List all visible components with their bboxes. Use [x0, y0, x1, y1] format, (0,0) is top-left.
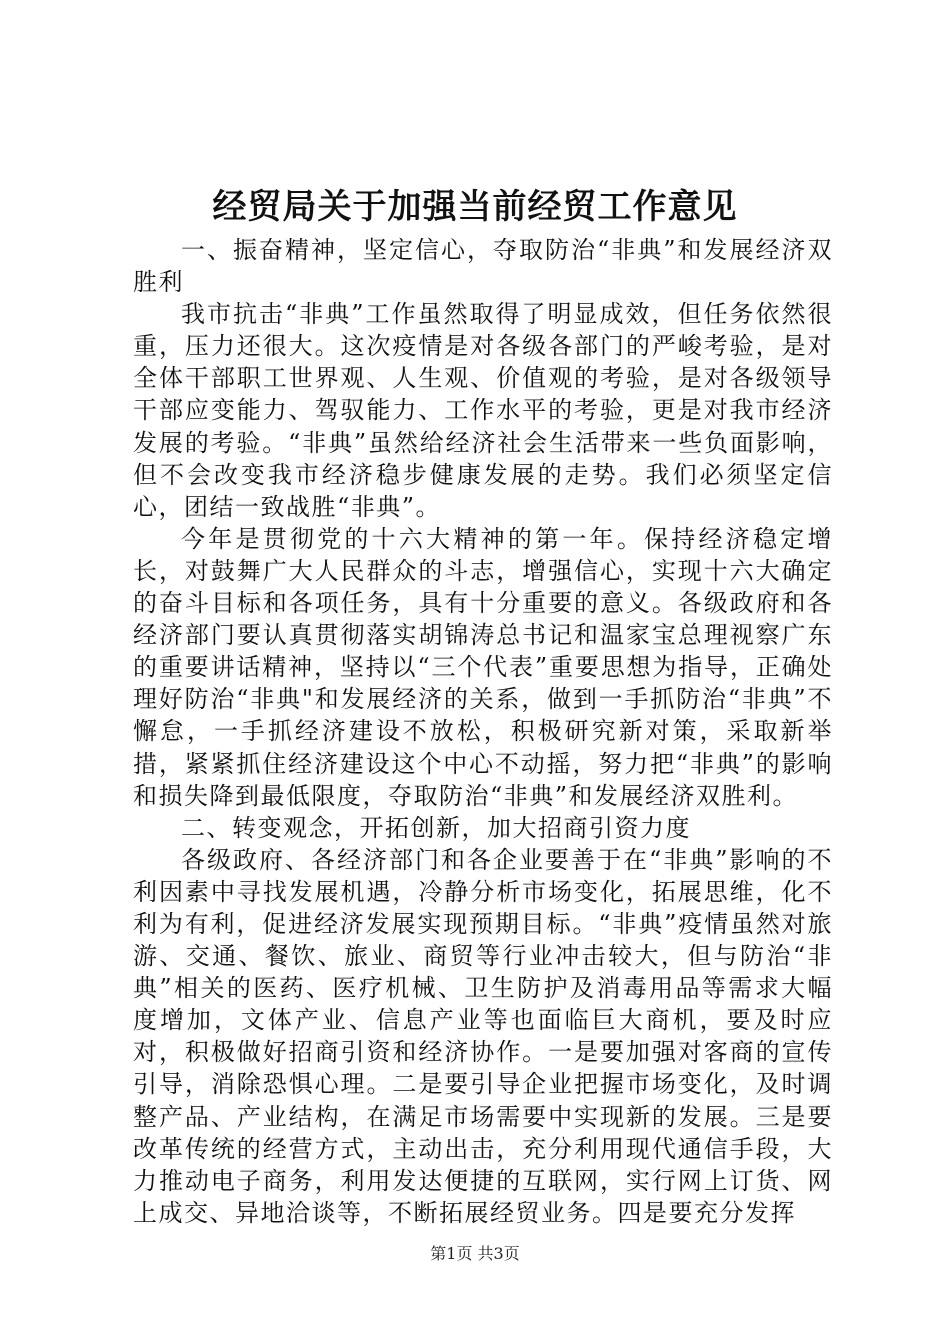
body-paragraph-2: 今年是贯彻党的十六大精神的第一年。保持经济稳定增长，对鼓舞广大人民群众的斗志，增强信心，实现十六大确定的奋斗目标和各项任务，具有十分重要的意义。各级政府和各经济部门要认真贯彻落实胡锦涛总书记和温家宝总理视察广东的重要讲话精神，坚持以“三个代表”重要思想为指导，正确处理好防治“非典"和发展经济的关系，做到一手抓防治“非典”不懈怠，一手抓经济建设不放松，积极研究新对策，采取新举措，紧紧抓住经济建设这个中心不动摇，努力把“非典”的影响和损失降到最低限度，夺取防治“非典”和发展经济双胜利。 [133, 524, 833, 810]
body-paragraph-3: 各级政府、各经济部门和各企业要善于在“非典”影响的不利因素中寻找发展机遇，冷静分析市场变化，拓展思维，化不利为有利，促进经济发展实现预期目标。“非典”疫情虽然对旅游、交通、餐饮、旅业、商贸等行业冲击较大，但与防治“非典”相关的医药、医疗机械、卫生防护及消毒用品等需求大幅度增加，文体产业、信息产业等也面临巨大商机，要及时应对，积极做好招商引资和经济协作。一是要加强对客商的宣传引导，消除恐惧心理。二是要引导企业把握市场变化，及时调整产品、产业结构，在满足市场需要中实现新的发展。三是要改革传统的经营方式，主动出击，充分利用现代通信手段，大力推动电子商务，利用发达便捷的互联网，实行网上订货、网上成交、异地洽谈等，不断拓展经贸业务。四是要充分发挥 [133, 845, 833, 1227]
page-number-footer: 第1页 共3页 [430, 1244, 520, 1263]
body-paragraph-1: 我市抗击“非典”工作虽然取得了明显成效，但任务依然很重，压力还很大。这次疫情是对各级各部门的严峻考验，是对全体干部职工世界观、人生观、价值观的考验，是对各级领导干部应变能力、驾驭能力、工作水平的考验，更是对我市经济发展的考验。“非典”虽然给经济社会生活带来一些负面影响，但不会改变我市经济稳步健康发展的走势。我们必须坚定信心，团结一致战胜“非典”。 [133, 300, 833, 521]
document-body [133, 234, 833, 1229]
section-heading-1: 一、振奋精神，坚定信心，夺取防治“非典”和发展经济双胜利 [133, 236, 833, 297]
section-heading-2: 二、转变观念，开拓创新，加大招商引资力度 [181, 813, 691, 842]
document-title: 经贸局关于加强当前经贸工作意见 [212, 187, 738, 227]
